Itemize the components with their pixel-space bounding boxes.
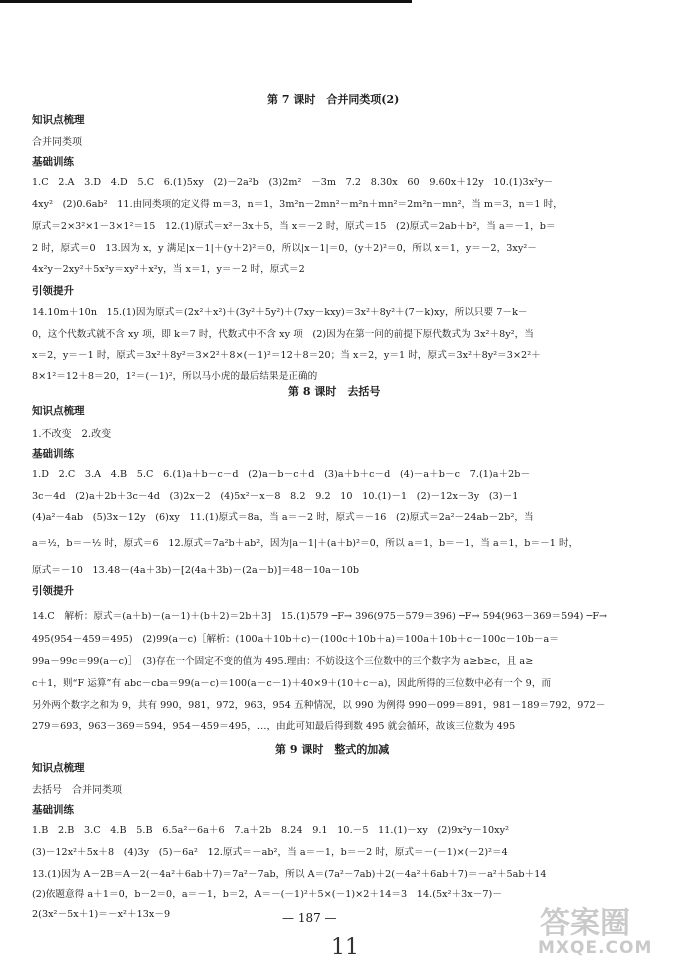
answer-line: a＝½，b＝－½ 时，原式＝6 12.原式＝7a²b＋ab²，因为|a－1|＋(a＋b)²＝0，所以 a＝1，b＝－1，当 a＝1，b＝－1 时， xyxy=(32,538,579,549)
knowledge-label-9: 知识点梳理 xyxy=(32,762,85,774)
answer-line: 4xy² (2)0.6ab² 11.由同类项的定义得 m＝3，n＝1，3m²n－2mn²－m²n＋mn²＝2m²n－mn²，当 m＝3，n＝1 时， xyxy=(32,199,563,210)
knowledge-text-8: 1.不改变 2.改变 xyxy=(32,429,112,440)
answer-line: 0，这个代数式就不含 xy 项，即 k＝7 时，代数式中不含 xy 项 (2)因为在第一问的前提下原代数式为 3x²＋8y²，当 xyxy=(32,329,534,340)
answer-line: 14.C 解析：原式＝(a＋b)－(a－1)＋(b＋2)＝2b＋3] 15.(1)579 ─F→ 396(975－579＝396) ─F→ 594(963－369＝594) ─F→ xyxy=(32,611,608,622)
answer-line: 1.B 2.B 3.C 4.B 5.B 6.5a²－6a＋6 7.a＋2b 8.24 9.1 10.－5 11.(1)－xy (2)9x²y－10xy² xyxy=(32,825,509,836)
advanced-label-8: 引领提升 xyxy=(32,585,74,597)
answer-line: 4x²y－2xy²＋5x²y＝xy²＋x²y，当 x＝1，y＝－2 时，原式＝2 xyxy=(32,264,305,275)
basic-label-9: 基础训练 xyxy=(32,804,74,816)
knowledge-text-7: 合并同类项 xyxy=(32,137,82,148)
answer-line: 8×1²＝12＋8＝20，1²＝(－1)²，所以马小虎的最后结果是正确的 xyxy=(32,371,318,382)
section-title-7: 第 7 课时 合并同类项(2) xyxy=(267,93,400,106)
handwritten-mark: 11 xyxy=(331,935,359,960)
answer-line: 3c－4d (2)a＋2b＋3c－4d (3)2x－2 (4)5x²－x－8 8.2 9.2 10 10.(1)－1 (2)－12x－3y (3)－1 xyxy=(32,491,519,502)
knowledge-label-8: 知识点梳理 xyxy=(32,405,85,417)
answer-line: 原式＝－10 13.48－(4a＋3b)－[2(4a＋3b)－(2a－b)]＝48－10a－10b xyxy=(32,565,360,576)
answer-line: (3)－12x²＋5x＋8 (4)3y (5)－6a² 12.原式＝－ab²，当 a＝－1，b＝－2 时，原式＝－(－1)×(－2)²＝4 xyxy=(32,847,508,858)
knowledge-label-7: 知识点梳理 xyxy=(32,114,85,126)
answer-line: x＝2，y＝－1 时，原式＝3x²＋8y²＝3×2²＋8×(－1)²＝12＋8＝20；当 x＝2，y＝1 时，原式＝3x²＋8y²＝3×2²＋ xyxy=(32,350,541,361)
answer-line: 1.C 2.A 3.D 4.D 5.C 6.(1)5xy (2)－2a²b (3)2m² －3m 7.2 8.30x 60 9.60x＋12y 10.(1)3x²y－ xyxy=(32,177,554,188)
answer-line: 279＝693，963－369＝594，954－459＝495，…，由此可知最后得到数 495 就会循环，故该三位数为 495 xyxy=(32,721,516,732)
answer-line: (4)a²－4ab (5)3x－12y (6)xy 11.(1)原式＝8a，当 a＝－2 时，原式＝－16 (2)原式＝2a²－24ab－2b²，当 xyxy=(32,512,534,523)
section-title-9: 第 9 课时 整式的加减 xyxy=(275,743,390,756)
answer-line: 另外两个数字之和为 9，共有 990，981，972，963，954 五种情况，以 990 为例得 990－099＝891，981－189＝792，972－ xyxy=(32,700,606,711)
basic-label-7: 基础训练 xyxy=(32,156,74,168)
knowledge-text-9: 去括号 合并同类项 xyxy=(32,785,122,796)
answer-line: 2(3x²－5x＋1)＝－x²＋13x－9 xyxy=(32,909,171,920)
answer-line: 13.(1)因为 A－2B＝A－2(－4a²＋6ab＋7)＝7a²－7ab，所以 A＝(7a²－7ab)＋2(－4a²＋6ab＋7)＝－a²＋5ab＋14 xyxy=(32,869,547,880)
section-title-8: 第 8 课时 去括号 xyxy=(288,385,381,398)
advanced-label-7: 引领提升 xyxy=(32,285,74,297)
watermark-logo: 答案圈 xyxy=(540,906,630,941)
answer-line: 2 时，原式＝0 13.因为 x，y 满足|x－1|＋(y＋2)²＝0，所以|x－1|＝0，(y＋2)²＝0，所以 x＝1，y＝－2，3xy²－ xyxy=(32,243,537,254)
basic-label-8: 基础训练 xyxy=(32,448,74,460)
answer-line: 原式＝2×3²×1－3×1²＝15 12.(1)原式＝x²－3x＋5，当 x＝－2 时，原式＝15 (2)原式＝2ab＋b²，当 a＝－1，b＝ xyxy=(32,221,556,232)
answer-line: (2)依题意得 a＋1＝0，b－2＝0，a＝－1，b＝2，A＝－(－1)²＋5×(－1)×2＋14＝3 14.(5x²＋3x－7)－ xyxy=(32,889,502,900)
answer-line: c＋1，则“F 运算”有 abc－cba＝99(a－c)＝100(a－c－1)＋40×9＋(10＋c－a)，因此所得的三位数中必有一个 9，而 xyxy=(32,678,552,689)
top-rule xyxy=(0,0,412,3)
page-number: — 187 — xyxy=(282,911,337,925)
answer-line: 99a－99c＝99(a－c)］ (3)存在一个固定不变的值为 495.理由：不妨设这个三位数中的三个数字为 a≥b≥c，且 a≥ xyxy=(32,656,534,667)
answer-line: 495(954－459＝495) (2)99(a－c)［解析：(100a＋10b＋c)－(100c＋10b＋a)＝100a＋10b＋c－100c－10b－a＝ xyxy=(32,634,559,645)
watermark-url: MXQE.COM xyxy=(538,938,653,958)
answer-line: 1.D 2.C 3.A 4.B 5.C 6.(1)a＋b－c－d (2)a－b－c＋d (3)a＋b＋c－d (4)－a＋b－c 7.(1)a＋2b－ xyxy=(32,469,531,480)
answer-line: 14.10m＋10n 15.(1)因为原式＝(2x²＋x²)＋(3y²＋5y²)＋(7xy－kxy)＝3x²＋8y²＋(7－k)xy，所以只要 7－k－ xyxy=(32,307,528,318)
